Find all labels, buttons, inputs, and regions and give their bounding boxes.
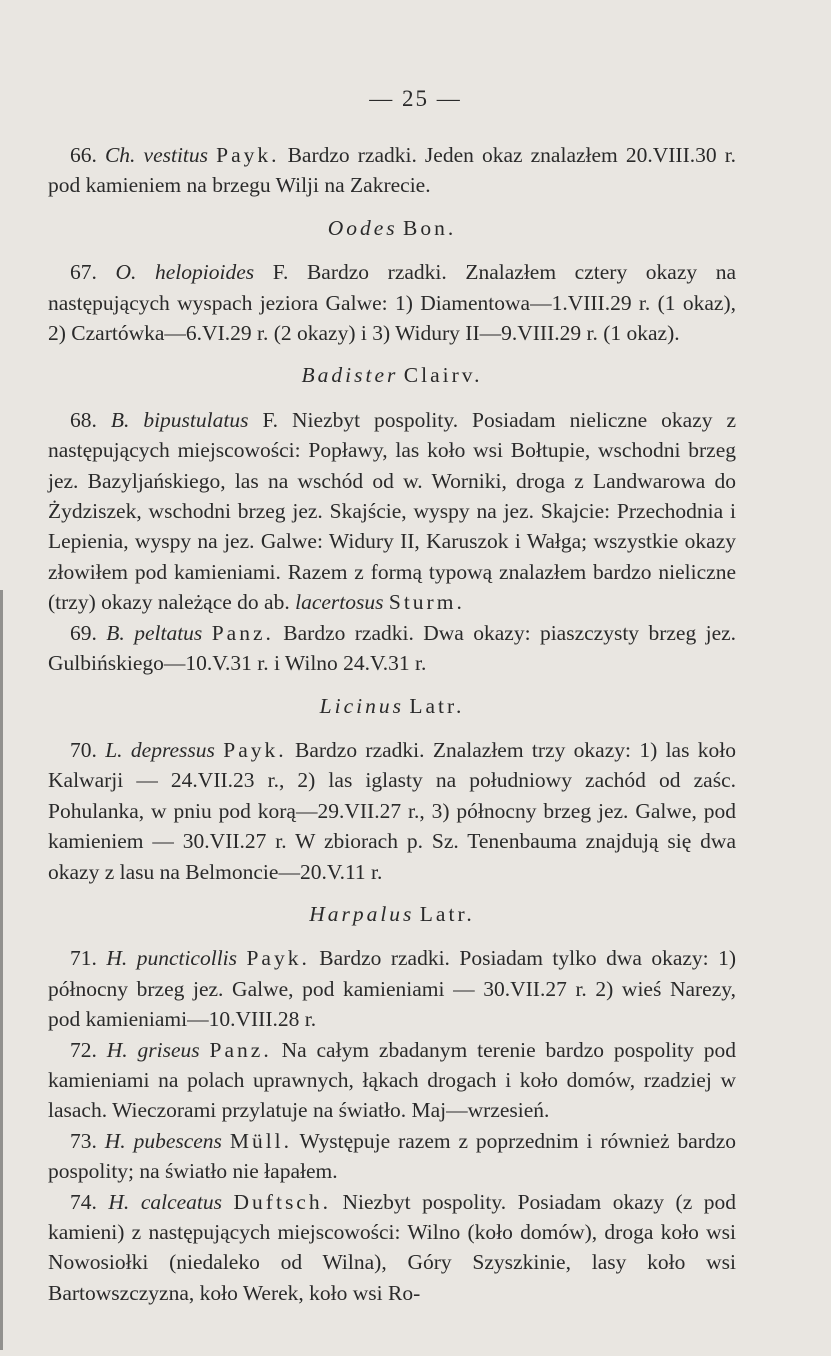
entry-number: 70. [70, 737, 97, 762]
entry-68 [48, 405, 736, 618]
aberration-author: Sturm. [388, 590, 465, 615]
entry-72 [48, 1035, 736, 1126]
aberration-name: lacertosus [295, 590, 384, 615]
entry-70 [48, 735, 736, 887]
entry-69 [48, 618, 736, 679]
genus-heading-harpalus [48, 899, 736, 929]
page-edge-shadow [0, 590, 3, 1350]
genus-abbr: B. [110, 407, 130, 432]
species-author: Müll. [229, 1128, 293, 1153]
entry-text: Występuje razem z poprzednim i również bardzo pospolity; na światło nie łapałem. [48, 1128, 736, 1184]
entry-number: 66. [70, 143, 97, 167]
genus-abbr: H. [108, 1189, 130, 1214]
entry-text: Bardzo rzadki. Znalazłem cztery okazy na następujących wyspach jeziora Galwe: 1) Diamentowa—1.VIII.29 r. (1 okaz), 2) Czartówka—6.VI.29 r. (2 okazy) i 3) Widury II—9.VIII.29 r. (1 okaz). [48, 260, 737, 346]
genus-abbr: B. [106, 620, 125, 645]
entry-text: Niezbyt pospolity. Posiadam nieliczne okazy z następujących miejscowości: Popławy, las koło wsi Bołtupie, wschodni brzeg jez. Bazyljańskiego, las na wschód od w. Worniki, droga z Landwarowa do Żydziszek, wschodni brzeg jez. Skajście, wyspy na jez. Skajcie: Przechodnia i Lepienia, wyspy na jez. Galwe: Widury II, Karuszok i Wałga; wszystkie okazy złowiłem pod kamieniami. Razem z formą typową znalazłem bardzo nieliczne (trzy) okazy należące do ab. [48, 407, 737, 615]
genus-heading-licinus [48, 691, 736, 721]
species-name: vestitus [143, 143, 209, 167]
entry-67 [48, 257, 736, 348]
genus-abbr: H. [104, 1128, 126, 1153]
species-author: Panz. [209, 1037, 272, 1062]
genus-heading-badister [48, 360, 736, 390]
entry-text: Bardzo rzadki. Jeden okaz znalazłem 20.VIII.30 r. pod kamieniem na brzegu Wilji na Zakrecie. [48, 143, 737, 198]
entry-text: Na całym zbadanym terenie bardzo pospolity pod kamieniami na polach uprawnych, łąkach drogach i koło domów, rzadziej w lasach. Wieczorami przylatuje na światło. Maj—wrzesień. [48, 1037, 737, 1123]
species-name: pubescens [133, 1128, 222, 1153]
species-author: Payk. [216, 143, 280, 167]
species-author: Duftsch. [233, 1189, 331, 1214]
entry-66 [48, 140, 736, 201]
entry-number: 72. [70, 1037, 97, 1062]
entry-text: Niezbyt pospolity. Posiadam okazy (z pod kamieni) z następujących miejscowości: Wilno (koło domów), droga koło wsi Nowosiołki (niedaleko od Wilna), Góry Szyszkinie, lasy koło wsi Bartowszczyzna, koło Werek, koło wsi Ro- [48, 1189, 737, 1305]
species-author: Payk. [223, 737, 287, 762]
genus-author: Latr. [419, 901, 475, 926]
entry-text: Bardzo rzadki. Posiadam tylko dwa okazy: 1) północny brzeg jez. Galwe, pod kamieniami — 30.VII.27 r. 2) wieś Narezy, pod kamieniami—10.VIII.28 r. [48, 946, 737, 1032]
entry-text: Bardzo rzadki. Dwa okazy: piaszczysty brzeg jez. Gulbińskiego—10.V.31 r. i Wilno 24.V.31 r. [48, 620, 737, 676]
genus-name: Licinus [319, 693, 404, 718]
genus-name: Oodes [327, 215, 398, 240]
species-author: F. [262, 407, 279, 432]
species-author: Payk. [246, 946, 310, 971]
entry-74 [48, 1187, 736, 1309]
genus-heading-oodes [48, 213, 736, 243]
genus-author: Latr. [409, 693, 465, 718]
entry-number: 73. [70, 1128, 97, 1153]
genus-abbr: O. [115, 260, 137, 285]
genus-abbr: L. [105, 737, 123, 762]
entry-number: 68. [70, 407, 97, 432]
species-name: depressus [130, 737, 215, 762]
species-author: F. [272, 260, 289, 285]
page-number: — 25 — [369, 86, 462, 111]
genus-abbr: H. [106, 1037, 128, 1062]
genus-name: Harpalus [309, 901, 415, 926]
genus-abbr: H. [106, 946, 128, 971]
species-name: bipustulatus [143, 407, 249, 432]
entry-number: 69. [70, 620, 97, 645]
genus-author: Bon. [403, 215, 457, 240]
species-name: helopioides [155, 260, 255, 285]
page-body [48, 140, 736, 1308]
genus-author: Clairv. [403, 363, 483, 388]
species-name: peltatus [134, 620, 203, 645]
genus-abbr: Ch. [104, 143, 136, 167]
entry-71 [48, 943, 736, 1034]
species-name: puncticollis [136, 946, 238, 971]
entry-number: 74. [70, 1189, 97, 1214]
genus-name: Badister [301, 363, 399, 388]
entry-text: Bardzo rzadki. Znalazłem trzy okazy: 1) las koło Kalwarji — 24.VII.23 r., 2) las iglasty na południowy zachód od zaśc. Pohulanka, w pniu pod korą—29.VII.27 r., 3) północny brzeg jez. Galwe, pod kamieniem — 30.VII.27 r. W zbiorach p. Sz. Tenenbauma znajdują się dwa okazy z lasu na Belmoncie—20.V.11 r. [48, 737, 737, 884]
species-name: griseus [137, 1037, 200, 1062]
species-author: Panz. [211, 620, 274, 645]
entry-number: 71. [70, 946, 97, 971]
entry-number: 67. [70, 260, 97, 285]
species-name: calceatus [140, 1189, 223, 1214]
entry-73 [48, 1126, 736, 1187]
